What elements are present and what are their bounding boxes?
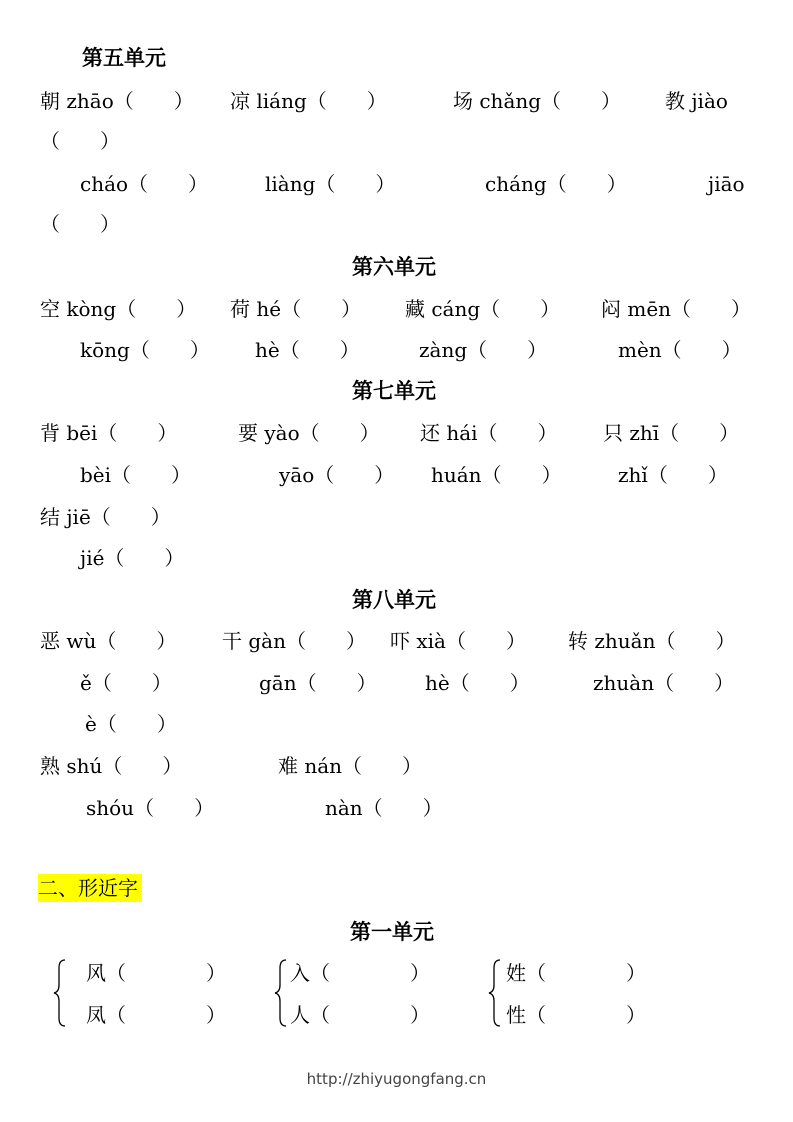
unit7-item: huán（ ） [431,463,562,487]
section2-title-text: 二、形近字 [38,874,142,902]
similar-char-item: 入（ ） [290,961,430,985]
unit7-item: 还 hái（ ） [420,421,558,445]
unit7-item: yāo（ ） [279,463,395,487]
similar-char-item: 人（ ） [290,1003,430,1027]
unit8-item: 干 gàn（ ） [222,629,366,653]
unit6-item: zàng（ ） [419,338,548,362]
unit5-item: 朝 zhāo（ ） [40,89,194,113]
similar-char-item: 风（ ） [86,961,226,985]
unit8-item: 吓 xià（ ） [390,629,526,653]
similar-char-item: 姓（ ） [506,961,646,985]
unit8-item: shóu（ ） [86,796,215,820]
unit6-item: 藏 cáng（ ） [405,297,561,321]
unit8-item: gān（ ） [259,671,377,695]
unit5-item: jiāo [708,172,745,196]
unit7-item: 只 zhī（ ） [603,421,740,445]
unit7-title: 第七单元 [352,379,436,403]
unit6-item: 空 kòng（ ） [40,297,197,321]
unit7-item: 要 yào（ ） [238,421,380,445]
unit5-item: liàng（ ） [265,172,396,196]
unit6-item: 荷 hé（ ） [230,297,362,321]
unit5-title: 第五单元 [82,46,166,70]
unit8-title: 第八单元 [352,588,436,612]
unit7-item: jié（ ） [80,546,185,570]
unit8-item: è（ ） [85,712,177,736]
unit6-item: mèn（ ） [618,338,742,362]
unit7-item: bèi（ ） [80,463,192,487]
section2-unit1-title: 第一单元 [350,920,434,944]
unit5-item: （ ） [40,212,120,236]
similar-char-item: 凤（ ） [86,1003,226,1027]
left-brace-icon [52,958,68,1028]
unit5-item: cháo（ ） [80,172,209,196]
left-brace-icon [273,958,289,1028]
unit6-item: hè（ ） [255,338,360,362]
unit7-item: 背 bēi（ ） [40,421,178,445]
unit6-item: 闷 mēn（ ） [601,297,752,321]
unit5-item: （ ） [40,129,120,153]
unit8-item: 转 zhuǎn（ ） [568,629,736,653]
unit8-item: hè（ ） [425,671,530,695]
unit5-item: 场 chǎng（ ） [453,89,622,113]
unit6-title: 第六单元 [352,255,436,279]
footer-url: http://zhiyugongfang.cn [306,1070,487,1088]
unit8-item: 恶 wù（ ） [40,629,177,653]
left-brace-icon [487,958,503,1028]
unit5-item: 教 jiào [665,89,728,113]
unit8-item: 难 nán（ ） [278,754,423,778]
unit6-item: kōng（ ） [80,338,210,362]
unit8-item: zhuàn（ ） [593,671,735,695]
unit8-item: ě（ ） [80,671,172,695]
unit8-item: 熟 shú（ ） [40,754,183,778]
unit7-item: zhǐ（ ） [618,463,728,487]
unit5-item: cháng（ ） [485,172,627,196]
section2-title [38,874,142,902]
unit8-item: nàn（ ） [325,796,443,820]
similar-char-item: 性（ ） [506,1003,646,1027]
unit5-item: 凉 liáng（ ） [230,89,387,113]
unit7-item: 结 jiē（ ） [40,505,171,529]
